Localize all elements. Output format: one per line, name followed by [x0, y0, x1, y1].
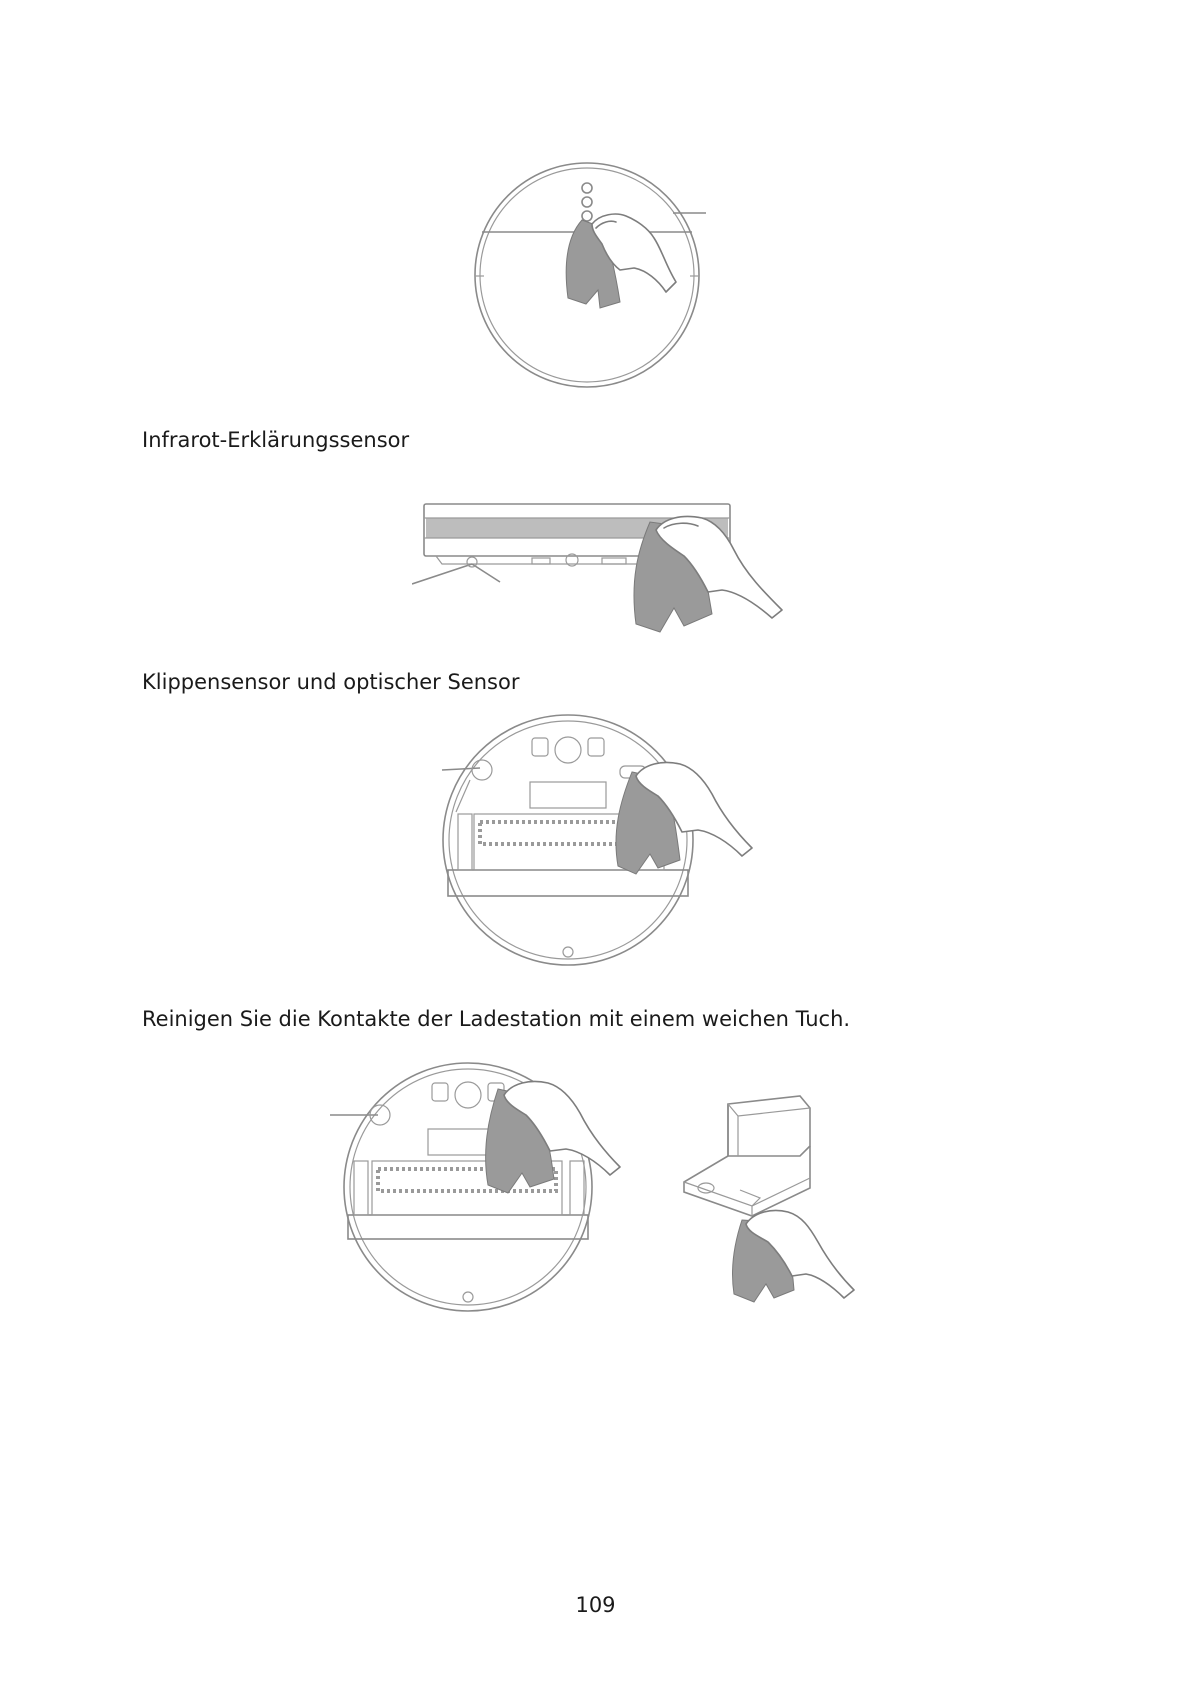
illustration-cliff-sensor — [412, 500, 792, 640]
illustration-robot-bottom-contacts — [328, 1055, 628, 1325]
caption-figure-2: Klippensensor und optischer Sensor — [142, 670, 520, 694]
illustration-top-sensor — [470, 158, 720, 393]
page-number: 109 — [575, 1593, 616, 1617]
caption-figure-3: Reinigen Sie die Kontakte der Ladestation mit einem weichen Tuch. — [142, 1007, 851, 1031]
illustration-optical-sensor — [440, 708, 760, 978]
illustration-docking-station-contacts — [680, 1090, 870, 1315]
caption-figure-1: Infrarot-Erklärungssensor — [142, 428, 410, 452]
